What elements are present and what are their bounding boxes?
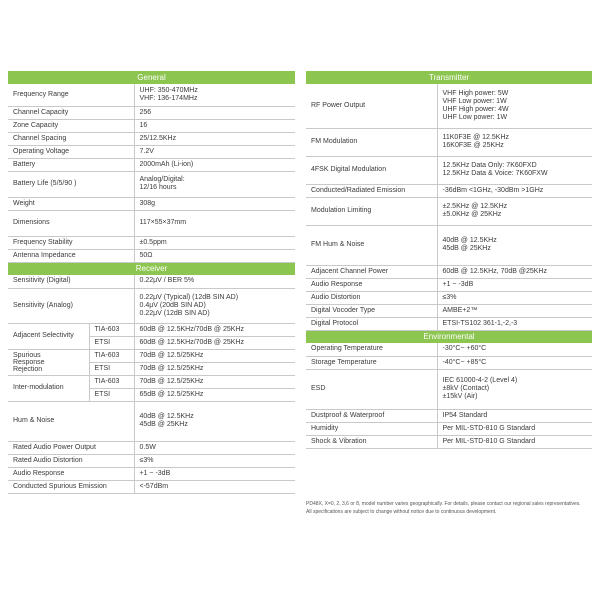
- table-row: [306, 291, 592, 304]
- spec-label: Battery Life (5/5/90 ): [8, 171, 134, 197]
- spec-label: Dustproof & Waterproof: [306, 409, 437, 422]
- table-row: [306, 265, 592, 278]
- spec-value-line: 117×55×37mm: [139, 219, 187, 226]
- spec-value-line: 16K0F3E @ 25KHz: [442, 142, 504, 149]
- standard-etsi: ETSI: [89, 362, 134, 375]
- table-row: [306, 128, 592, 156]
- spec-value-line: ±0.5ppm: [139, 238, 167, 246]
- spec-label: Audio Response: [8, 467, 134, 480]
- spec-label: Modulation Limiting: [306, 197, 437, 225]
- right-spec-panel: [306, 71, 592, 449]
- spec-value-line: UHF High power: 4W: [442, 105, 509, 113]
- spec-value: [134, 106, 295, 119]
- table-row: [8, 171, 295, 197]
- spec-label: Adjacent Channel Power: [306, 265, 437, 278]
- spec-value: [437, 184, 592, 197]
- table-row: [8, 275, 295, 288]
- spec-value-line: 12/16 hours: [139, 184, 177, 191]
- spec-value-line: 45dB @ 25KHz: [442, 245, 491, 252]
- spec-value: [134, 158, 295, 171]
- table-row: [306, 422, 592, 435]
- spec-value-line: ≤3%: [442, 293, 457, 301]
- spec-value-line: Per MIL-STD-810 G Standard: [442, 424, 536, 432]
- spec-label: ESD: [306, 369, 437, 409]
- inter-modulation-row-tia: [8, 375, 295, 388]
- standard-tia: TIA-603: [89, 349, 134, 362]
- spec-label: FM Hum & Noise: [306, 225, 437, 265]
- model-note: PD48X, X=0, 2, 3,6 or 8, model number varies geographically. For details, please contact our regional sales representatives.: [306, 501, 581, 507]
- spec-value: [437, 343, 592, 356]
- spec-value-line: UHF Low power: 1W: [442, 113, 508, 121]
- disclaimer: All specifications are subject to change without notice due to continuous development.: [306, 509, 497, 516]
- spec-value-line: 2000mAh (Li-ion): [139, 160, 194, 168]
- spec-value-line: 40dB @ 12.5KHz: [442, 237, 497, 244]
- spec-label: Conducted/Radiated Emission: [306, 184, 437, 197]
- spec-value: [437, 291, 592, 304]
- spec-value-line: ±5.0KHz @ 25KHz: [442, 211, 502, 218]
- table-row: [306, 356, 592, 369]
- spurious-rejection-label-line: Rejection: [13, 365, 43, 373]
- spec-value-line: 16: [139, 121, 148, 129]
- spec-label: FM Modulation: [306, 128, 437, 156]
- spec-value-line: ETSI-TS102 361-1,-2,-3: [442, 319, 518, 327]
- environmental-header-title: Environmental: [306, 330, 592, 343]
- standard-tia: TIA-603: [89, 375, 134, 388]
- footnotes: [306, 501, 596, 518]
- spec-value-line: 25/12.5KHz: [139, 134, 177, 142]
- standard-etsi: ETSI: [89, 388, 134, 401]
- spec-label: Digital Vocoder Type: [306, 304, 437, 317]
- table-row: [306, 369, 592, 409]
- spec-value-line: +1 ~ -3dB: [442, 280, 474, 288]
- spec-value: [134, 197, 295, 210]
- spec-value-line: ±15kV (Air): [442, 393, 478, 400]
- table-row: [8, 236, 295, 249]
- standard-tia: TIA-603: [89, 323, 134, 336]
- adjacent-selectivity-row-tia: [8, 323, 295, 336]
- spec-label: Digital Protocol: [306, 317, 437, 330]
- spec-value-line: 7.2V: [139, 147, 154, 155]
- spec-label: Audio Distortion: [306, 291, 437, 304]
- spec-value: 60dB @ 12.5KHz/70dB @ 25KHz: [134, 336, 295, 349]
- spec-value-line: VHF High power: 5W: [442, 89, 509, 97]
- table-row: [8, 84, 295, 106]
- spec-label: Shock & Vibration: [306, 435, 437, 448]
- transmitter-header-title: Transmitter: [306, 71, 592, 84]
- spec-value: [134, 249, 295, 262]
- spec-value: [437, 128, 592, 156]
- spec-label: Storage Temperature: [306, 356, 437, 369]
- spurious-rejection-label: [8, 349, 89, 375]
- spec-value: [134, 236, 295, 249]
- spec-value-line: 0.22μV (12dB SIN AD): [139, 309, 210, 317]
- spec-value: [134, 401, 295, 441]
- spec-value: 0.22μV / BER 5%: [134, 275, 295, 288]
- spec-value: [437, 265, 592, 278]
- table-row: [306, 197, 592, 225]
- spec-value-line: VHF: 136-174MHz: [139, 94, 198, 102]
- spec-value: 70dB @ 12.5/25KHz: [134, 375, 295, 388]
- spec-value-line: 0.4μV (20dB SIN AD): [139, 301, 206, 309]
- spec-label: Battery: [8, 158, 134, 171]
- spec-value-line: 60dB @ 12.5KHz, 70dB @25KHz: [442, 267, 547, 275]
- spec-value: [437, 156, 592, 184]
- spec-value: [134, 171, 295, 197]
- spec-value: [437, 369, 592, 409]
- spec-label: RF Power Output: [306, 84, 437, 128]
- spec-label: Antenna Impedance: [8, 249, 134, 262]
- spec-value: +1 ~ -3dB: [134, 467, 295, 480]
- spec-value: [134, 119, 295, 132]
- table-row: [306, 343, 592, 356]
- transmitter-environmental-table: [306, 71, 592, 449]
- receiver-header-title: Receiver: [8, 262, 295, 275]
- spec-value-line: IP54 Standard: [442, 411, 488, 419]
- spec-value: [437, 84, 592, 128]
- general-header-title: General: [8, 71, 295, 84]
- table-row: [8, 119, 295, 132]
- transmitter-header: [306, 71, 592, 84]
- table-row: [8, 467, 295, 480]
- spec-value: ≤3%: [134, 454, 295, 467]
- table-row: [8, 145, 295, 158]
- spec-label: Rated Audio Distortion: [8, 454, 134, 467]
- spec-value-line: -36dBm <1GHz, -30dBm >1GHz: [442, 186, 544, 194]
- spec-value: 0.5W: [134, 441, 295, 454]
- spurious-rejection-row-tia: [8, 349, 295, 362]
- table-row: [8, 158, 295, 171]
- spec-label: Dimensions: [8, 210, 134, 236]
- table-row: [8, 106, 295, 119]
- spec-value: [437, 317, 592, 330]
- table-row: [306, 84, 592, 128]
- table-row: [8, 288, 295, 323]
- spec-value-line: 11K0F3E @ 12.5KHz: [442, 134, 510, 141]
- spec-label: Sensitivity (Analog): [8, 288, 134, 323]
- inter-modulation-label: Inter-modulation: [8, 375, 89, 401]
- spec-value-line: 0.22μV (Typical) (12dB SIN AD): [139, 293, 239, 301]
- spec-label: 4FSK Digital Modulation: [306, 156, 437, 184]
- spec-label: Hum & Noise: [8, 401, 134, 441]
- spec-value-line: Analog/Digital:: [139, 176, 185, 183]
- spec-value: [134, 288, 295, 323]
- environmental-header: [306, 330, 592, 343]
- table-row: [306, 409, 592, 422]
- spec-value: [134, 210, 295, 236]
- spec-label: Weight: [8, 197, 134, 210]
- spec-value: [437, 225, 592, 265]
- spec-value: [437, 356, 592, 369]
- spec-label: Zone Capacity: [8, 119, 134, 132]
- table-row: [306, 278, 592, 291]
- spec-value-line: IEC 61000-4-2 (Level 4): [442, 377, 518, 384]
- table-row: [8, 401, 295, 441]
- adjacent-selectivity-label: Adjacent Selectivity: [8, 323, 89, 349]
- table-row: [306, 156, 592, 184]
- spec-value-line: 12.5KHz Data Only: 7K60FXD: [442, 162, 537, 169]
- spec-value: [134, 84, 295, 106]
- spurious-rejection-label-line: Response: [13, 358, 45, 366]
- spec-label: Operating Voltage: [8, 145, 134, 158]
- spec-label: Frequency Stability: [8, 236, 134, 249]
- spec-label: Audio Response: [306, 278, 437, 291]
- general-header: [8, 71, 295, 84]
- table-row: [8, 480, 295, 493]
- standard-etsi: ETSI: [89, 336, 134, 349]
- spec-label: Operating Temperature: [306, 343, 437, 356]
- spec-label: Rated Audio Power Output: [8, 441, 134, 454]
- spec-value-line: VHF Low power: 1W: [442, 97, 507, 105]
- spec-value: 65dB @ 12.5/25KHz: [134, 388, 295, 401]
- spec-value: [437, 422, 592, 435]
- spec-value-line: UHF: 350-470MHz: [139, 86, 198, 94]
- spec-value: [437, 304, 592, 317]
- spec-value-line: -40°C~ +85°C: [442, 358, 487, 366]
- spec-value: <-57dBm: [134, 480, 295, 493]
- spec-label: Channel Capacity: [8, 106, 134, 119]
- spec-value-line: 308g: [139, 199, 156, 207]
- table-row: [306, 184, 592, 197]
- spec-value: [134, 145, 295, 158]
- table-row: [306, 304, 592, 317]
- spec-label: Conducted Spurious Emission: [8, 480, 134, 493]
- spec-value: [134, 132, 295, 145]
- spec-value: [437, 197, 592, 225]
- receiver-header: [8, 262, 295, 275]
- spec-label: Sensitivity (Digital): [8, 275, 134, 288]
- spec-value-line: ±8kV (Contact): [442, 385, 490, 392]
- table-row: [8, 441, 295, 454]
- spec-value-line: 50Ω: [139, 251, 153, 259]
- spec-value-line: 12.5KHz Data & Voice: 7K60FXW: [442, 170, 548, 177]
- table-row: [8, 197, 295, 210]
- spec-value-line: 40dB @ 12.5KHz: [139, 413, 194, 420]
- spec-value: [437, 278, 592, 291]
- spec-value-line: 256: [139, 108, 152, 116]
- spec-value: 70dB @ 12.5/25KHz: [134, 362, 295, 375]
- table-row: [306, 435, 592, 448]
- spec-value: 70dB @ 12.5/25KHz: [134, 349, 295, 362]
- spec-value-line: -30°C~ +60°C: [442, 345, 487, 353]
- spec-label: Channel Spacing: [8, 132, 134, 145]
- spec-value-line: 45dB @ 25KHz: [139, 421, 188, 428]
- spec-value-line: AMBE+2™: [442, 306, 478, 314]
- spec-value: 60dB @ 12.5KHz/70dB @ 25KHz: [134, 323, 295, 336]
- left-spec-panel: [8, 71, 295, 494]
- table-row: [8, 210, 295, 236]
- table-row: [306, 317, 592, 330]
- spec-label: Humidity: [306, 422, 437, 435]
- table-row: [8, 454, 295, 467]
- table-row: [306, 225, 592, 265]
- table-row: [8, 249, 295, 262]
- table-row: [8, 132, 295, 145]
- spec-label: Frequency Range: [8, 84, 134, 106]
- spec-value-line: Per MIL-STD-810 G Standard: [442, 437, 536, 445]
- general-receiver-table: [8, 71, 295, 494]
- spec-value: [437, 409, 592, 422]
- spec-value: [437, 435, 592, 448]
- spurious-rejection-label-line: Spurious: [13, 351, 41, 359]
- spec-value-line: ±2.5KHz @ 12.5KHz: [442, 203, 508, 210]
